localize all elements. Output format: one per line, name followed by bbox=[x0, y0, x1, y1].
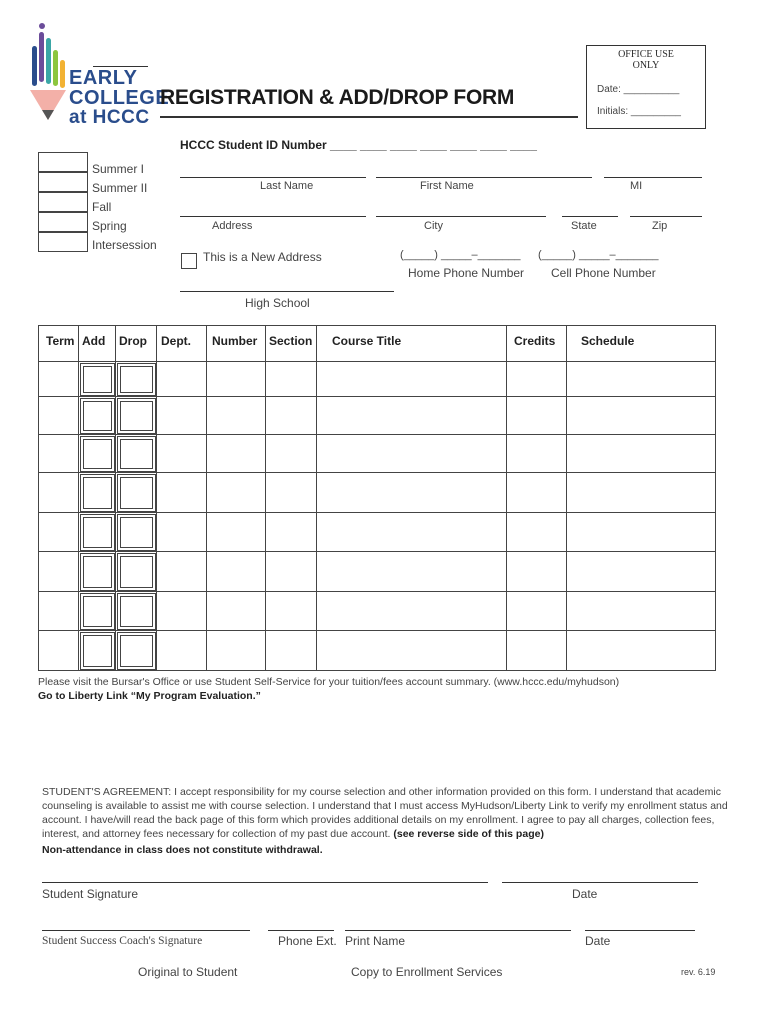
drop-checkbox[interactable] bbox=[117, 363, 156, 396]
term-box-summer-1[interactable] bbox=[38, 152, 88, 172]
original-to-student: Original to Student bbox=[138, 965, 238, 979]
student-signature-label: Student Signature bbox=[42, 887, 139, 901]
drop-checkbox[interactable] bbox=[117, 632, 156, 670]
agreement-line: STUDENT'S AGREEMENT: I accept responsibility for my course selection and other information provided on this form. I understand that academic bbox=[42, 786, 721, 798]
office-use-box bbox=[586, 45, 706, 129]
title-rule bbox=[160, 116, 578, 118]
drop-checkbox[interactable] bbox=[117, 436, 156, 472]
course-table bbox=[38, 325, 716, 671]
term-label-summer-1: Summer I bbox=[92, 162, 145, 176]
home-phone-input[interactable]: (_____) _____–_______ bbox=[400, 249, 521, 261]
drop-checkbox[interactable] bbox=[117, 593, 156, 630]
mi-label: MI bbox=[630, 180, 643, 192]
early-college-logo bbox=[28, 20, 170, 130]
student-date-input[interactable] bbox=[502, 882, 698, 883]
col-divider bbox=[566, 326, 567, 670]
term-box-fall[interactable] bbox=[38, 192, 88, 212]
drop-checkbox[interactable] bbox=[117, 514, 156, 551]
coach-signature-label: Student Success Coach's Signature bbox=[42, 935, 203, 947]
see-reverse-note: (see reverse side of this page) bbox=[393, 828, 544, 840]
col-divider bbox=[316, 326, 317, 670]
print-name-input[interactable] bbox=[345, 930, 571, 931]
address-input[interactable] bbox=[180, 216, 366, 217]
student-agreement bbox=[42, 785, 732, 857]
pencil-bars-icon bbox=[28, 20, 68, 130]
new-address-checkbox[interactable] bbox=[181, 253, 197, 269]
col-divider bbox=[206, 326, 207, 670]
state-label: State bbox=[571, 220, 597, 232]
logo-rule bbox=[93, 66, 148, 67]
non-attendance-note: Non-attendance in class does not constitute withdrawal. bbox=[42, 844, 323, 856]
row-divider bbox=[39, 361, 715, 362]
term-label-summer-2: Summer II bbox=[92, 181, 148, 195]
coach-signature-input[interactable] bbox=[42, 930, 250, 931]
logo-line-early: EARLY bbox=[69, 67, 138, 89]
col-header-schedule: Schedule bbox=[581, 334, 635, 348]
mi-input[interactable] bbox=[604, 177, 702, 178]
zip-input[interactable] bbox=[630, 216, 702, 217]
liberty-link-note: Go to Liberty Link “My Program Evaluation.” bbox=[38, 690, 261, 702]
coach-date-input[interactable] bbox=[585, 930, 695, 931]
bursar-note: Please visit the Bursar's Office or use Student Self-Service for your tuition/fees account summary. (www.hccc.edu/myhudson) bbox=[38, 676, 620, 688]
row-divider bbox=[39, 591, 715, 592]
row-divider bbox=[39, 472, 715, 473]
col-header-term: Term bbox=[46, 334, 75, 348]
high-school-label: High School bbox=[245, 296, 310, 310]
term-label-spring: Spring bbox=[92, 219, 127, 233]
col-header-number: Number bbox=[212, 334, 258, 348]
agreement-line: counseling is available to assist me with course selection. I understand that I must access MyHudson/Liberty Link to verify my enrollment status and bbox=[42, 800, 728, 812]
last-name-label: Last Name bbox=[260, 180, 314, 192]
first-name-input[interactable] bbox=[376, 177, 592, 178]
phone-ext-input[interactable] bbox=[268, 930, 334, 931]
student-id-field[interactable]: HCCC Student ID Number ____ ____ ____ ____ ____ ____ ____ bbox=[180, 138, 537, 152]
term-label-fall: Fall bbox=[92, 200, 112, 214]
new-address-label: This is a New Address bbox=[203, 250, 322, 264]
phone-ext-label: Phone Ext. bbox=[278, 934, 337, 948]
office-date-field[interactable]: Date: __________ bbox=[597, 84, 680, 95]
add-checkbox[interactable] bbox=[80, 363, 115, 396]
term-label-intersession: Intersession bbox=[92, 238, 157, 252]
col-divider bbox=[78, 326, 79, 670]
add-checkbox[interactable] bbox=[80, 632, 115, 670]
date-label-2: Date bbox=[585, 934, 611, 948]
high-school-input[interactable] bbox=[180, 291, 394, 292]
term-box-intersession[interactable] bbox=[38, 232, 88, 252]
date-label-1: Date bbox=[572, 887, 598, 901]
revision-label: rev. 6.19 bbox=[681, 967, 716, 977]
row-divider bbox=[39, 396, 715, 397]
agreement-line bbox=[42, 827, 732, 841]
cell-phone-input[interactable]: (_____) _____–_______ bbox=[538, 249, 659, 261]
student-signature-input[interactable] bbox=[42, 882, 488, 883]
form-title: REGISTRATION & ADD/DROP FORM bbox=[160, 86, 515, 109]
add-checkbox[interactable] bbox=[80, 474, 115, 512]
col-header-dept: Dept. bbox=[161, 334, 191, 348]
add-checkbox[interactable] bbox=[80, 593, 115, 630]
col-divider bbox=[265, 326, 266, 670]
state-input[interactable] bbox=[562, 216, 618, 217]
agreement-line-text: interest, and attorney fees necessary for collection of my past due account. bbox=[42, 828, 391, 840]
row-divider bbox=[39, 630, 715, 631]
col-header-credits: Credits bbox=[514, 334, 556, 348]
home-phone-label: Home Phone Number bbox=[408, 266, 525, 280]
copy-to-enrollment: Copy to Enrollment Services bbox=[351, 965, 503, 979]
last-name-input[interactable] bbox=[180, 177, 366, 178]
row-divider bbox=[39, 434, 715, 435]
term-box-summer-2[interactable] bbox=[38, 172, 88, 192]
office-use-title: OFFICE USE ONLY bbox=[618, 49, 674, 71]
logo-line-college: COLLEGE bbox=[69, 87, 170, 109]
row-divider bbox=[39, 551, 715, 552]
print-name-label: Print Name bbox=[345, 934, 406, 948]
row-divider bbox=[39, 512, 715, 513]
add-checkbox[interactable] bbox=[80, 398, 115, 434]
col-divider bbox=[156, 326, 157, 670]
first-name-label: First Name bbox=[420, 180, 474, 192]
zip-label: Zip bbox=[652, 220, 668, 232]
drop-checkbox[interactable] bbox=[117, 553, 156, 591]
drop-checkbox[interactable] bbox=[117, 398, 156, 434]
term-box-spring[interactable] bbox=[38, 212, 88, 232]
col-header-add: Add bbox=[82, 334, 106, 348]
agreement-line: account. I have/will read the back page of this form which provides additional details on my enrollment. I agree to pay all charges, collection fees, bbox=[42, 814, 715, 826]
cell-phone-label: Cell Phone Number bbox=[551, 266, 656, 280]
office-initials-field[interactable]: Initials: _________ bbox=[597, 106, 681, 117]
add-checkbox[interactable] bbox=[80, 514, 115, 551]
col-header-course-title: Course Title bbox=[332, 334, 402, 348]
drop-checkbox[interactable] bbox=[117, 474, 156, 512]
col-divider bbox=[506, 326, 507, 670]
col-header-drop: Drop bbox=[119, 334, 147, 348]
col-divider bbox=[115, 326, 116, 670]
address-label: Address bbox=[212, 220, 253, 232]
city-input[interactable] bbox=[376, 216, 546, 217]
add-checkbox[interactable] bbox=[80, 436, 115, 472]
logo-line-at-hccc: at HCCC bbox=[69, 107, 150, 128]
city-label: City bbox=[424, 220, 443, 232]
add-checkbox[interactable] bbox=[80, 553, 115, 591]
col-header-section: Section bbox=[269, 334, 313, 348]
